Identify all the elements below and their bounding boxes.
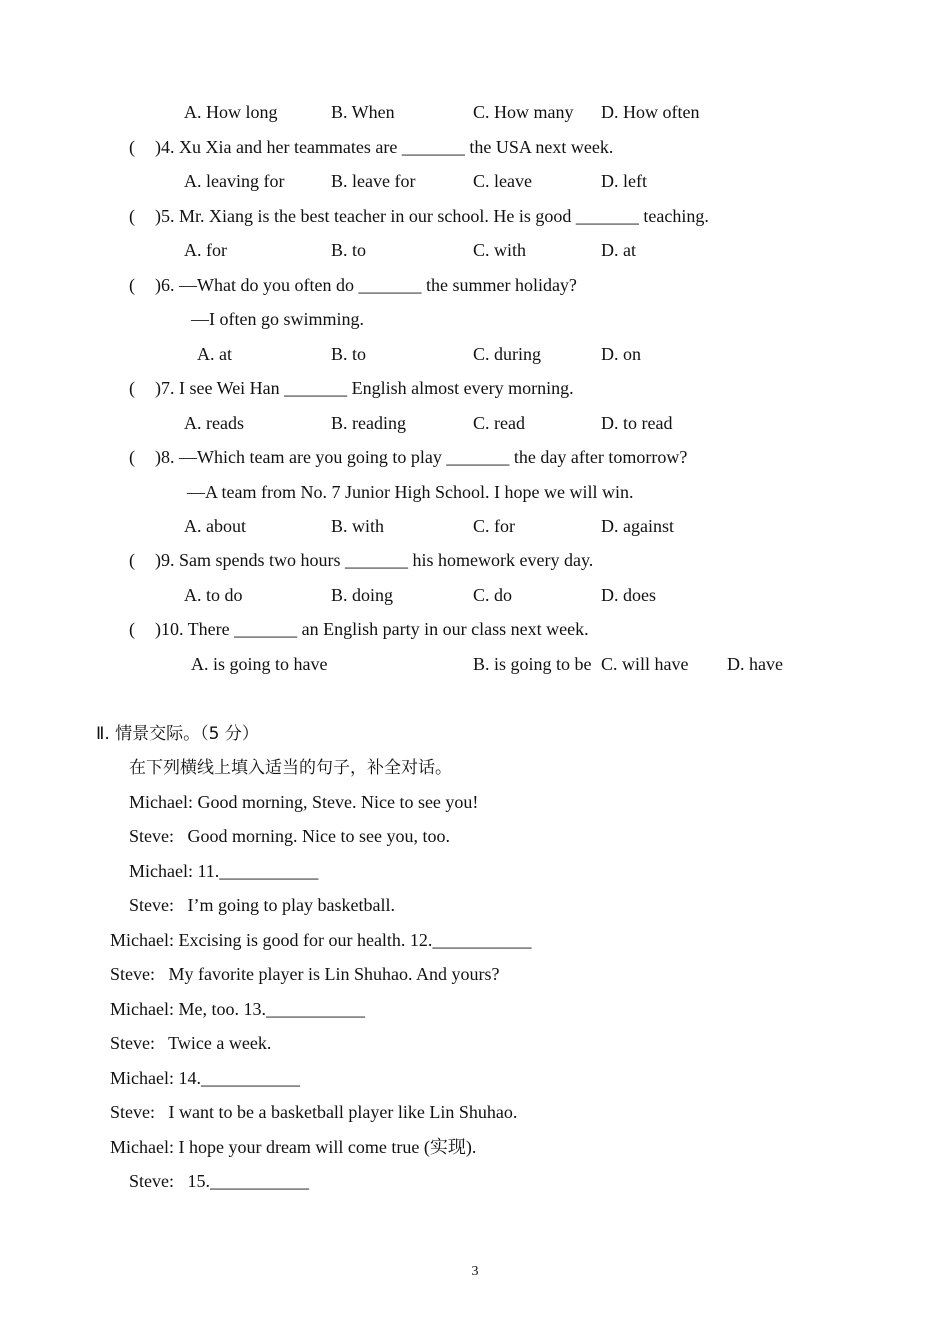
q8-reply: —A team from No. 7 Junior High School. I hope we will win.: [187, 482, 634, 502]
q4-stem: )4. Xu Xia and her teammates are _______ the USA next week.: [155, 137, 614, 157]
q9-option-d: D. does: [601, 585, 656, 605]
dialogue-text-13: Michael: Me, too. 13.: [110, 999, 266, 1019]
q3-option-c: C. How many: [473, 102, 574, 122]
q8-bracket: (: [129, 447, 135, 467]
q9-option-b: B. doing: [331, 585, 394, 605]
q6-option-a: A. at: [197, 344, 232, 364]
q8-stem: )8. —Which team are you going to play _______ the day after tomorrow?: [155, 447, 688, 467]
q5-bracket: (: [129, 206, 135, 226]
q10-option-d: D. have: [727, 654, 783, 674]
q9-bracket: (: [129, 550, 135, 570]
answer-blank-13[interactable]: ___________: [265, 999, 365, 1019]
page-number: 3: [471, 1264, 479, 1279]
dialogue-line-6: Steve: My favorite player is Lin Shuhao. And yours?: [110, 964, 500, 984]
q8-option-b: B. with: [331, 516, 385, 536]
q5-option-c: C. with: [473, 240, 527, 260]
q4-option-a: A. leaving for: [184, 171, 285, 191]
q10-stem: )10. There _______ an English party in our class next week.: [155, 619, 589, 639]
dialogue-line-8: Steve: Twice a week.: [110, 1033, 272, 1053]
dialogue-line-3: [129, 859, 318, 883]
q10-option-a: A. is going to have: [191, 654, 328, 674]
q9-option-a: A. to do: [184, 585, 243, 605]
q4-option-b: B. leave for: [331, 171, 416, 191]
q6-option-c: C. during: [473, 344, 542, 364]
q9-stem: )9. Sam spends two hours _______ his homework every day.: [155, 550, 594, 570]
dialogue-text-12: Michael: Excising is good for our health. 12.: [110, 930, 433, 950]
q7-bracket: (: [129, 378, 135, 398]
q7-option-b: B. reading: [331, 413, 406, 433]
q10-option-c: C. will have: [601, 654, 689, 674]
answer-blank-12[interactable]: ___________: [432, 930, 532, 950]
q4-option-c: C. leave: [473, 171, 532, 191]
dialogue-line-12: [129, 1169, 309, 1193]
answer-blank-11[interactable]: ___________: [219, 861, 319, 881]
dialogue-line-10: Steve: I want to be a basketball player like Lin Shuhao.: [110, 1102, 518, 1122]
q7-option-d: D. to read: [601, 413, 673, 433]
q4-option-d: D. left: [601, 171, 647, 191]
section-2-instruction: 在下列横线上填入适当的句子，补全对话。: [129, 758, 452, 778]
q3-option-a: A. How long: [184, 102, 278, 122]
q6-option-b: B. to: [331, 344, 367, 364]
dialogue-line-4: Steve: I’m going to play basketball.: [129, 895, 395, 915]
q6-bracket: (: [129, 275, 135, 295]
dialogue-line-1: Michael: Good morning, Steve. Nice to see you!: [129, 792, 479, 812]
q8-option-a: A. about: [184, 516, 246, 536]
q3-option-b: B. When: [331, 102, 395, 122]
q5-stem: )5. Mr. Xiang is the best teacher in our school. He is good _______ teaching.: [155, 206, 709, 226]
answer-blank-15[interactable]: ___________: [210, 1171, 309, 1191]
q4-bracket: (: [129, 137, 135, 157]
q6-option-d: D. on: [601, 344, 641, 364]
q7-option-c: C. read: [473, 413, 525, 433]
dialogue-line-9: [110, 1066, 300, 1090]
dialogue-text-14: Michael: 14.: [110, 1068, 201, 1088]
q8-option-c: C. for: [473, 516, 515, 536]
q7-option-a: A. reads: [184, 413, 244, 433]
q3-option-d: D. How often: [601, 102, 700, 122]
dialogue-line-5: [110, 928, 531, 952]
q10-bracket: (: [129, 619, 135, 639]
answer-blank-14[interactable]: ___________: [200, 1068, 300, 1088]
dialogue-line-7: [110, 997, 365, 1021]
q6-reply: —I often go swimming.: [191, 309, 364, 329]
q8-option-d: D. against: [601, 516, 674, 536]
dialogue-text-11: Michael: 11.: [129, 861, 220, 881]
q9-option-c: C. do: [473, 585, 513, 605]
dialogue-line-11: Michael: I hope your dream will come true (实现).: [110, 1137, 477, 1157]
q5-option-a: A. for: [184, 240, 227, 260]
q5-option-b: B. to: [331, 240, 367, 260]
dialogue-text-15: Steve: 15.: [129, 1171, 210, 1191]
q7-stem: )7. I see Wei Han _______ English almost every morning.: [155, 378, 574, 398]
dialogue-line-2: Steve: Good morning. Nice to see you, too.: [129, 826, 450, 846]
q6-stem: )6. —What do you often do _______ the summer holiday?: [155, 275, 577, 295]
section-2-heading: Ⅱ. 情景交际。（5 分）: [96, 724, 259, 744]
q10-option-b: B. is going to be: [473, 654, 592, 674]
q5-option-d: D. at: [601, 240, 636, 260]
